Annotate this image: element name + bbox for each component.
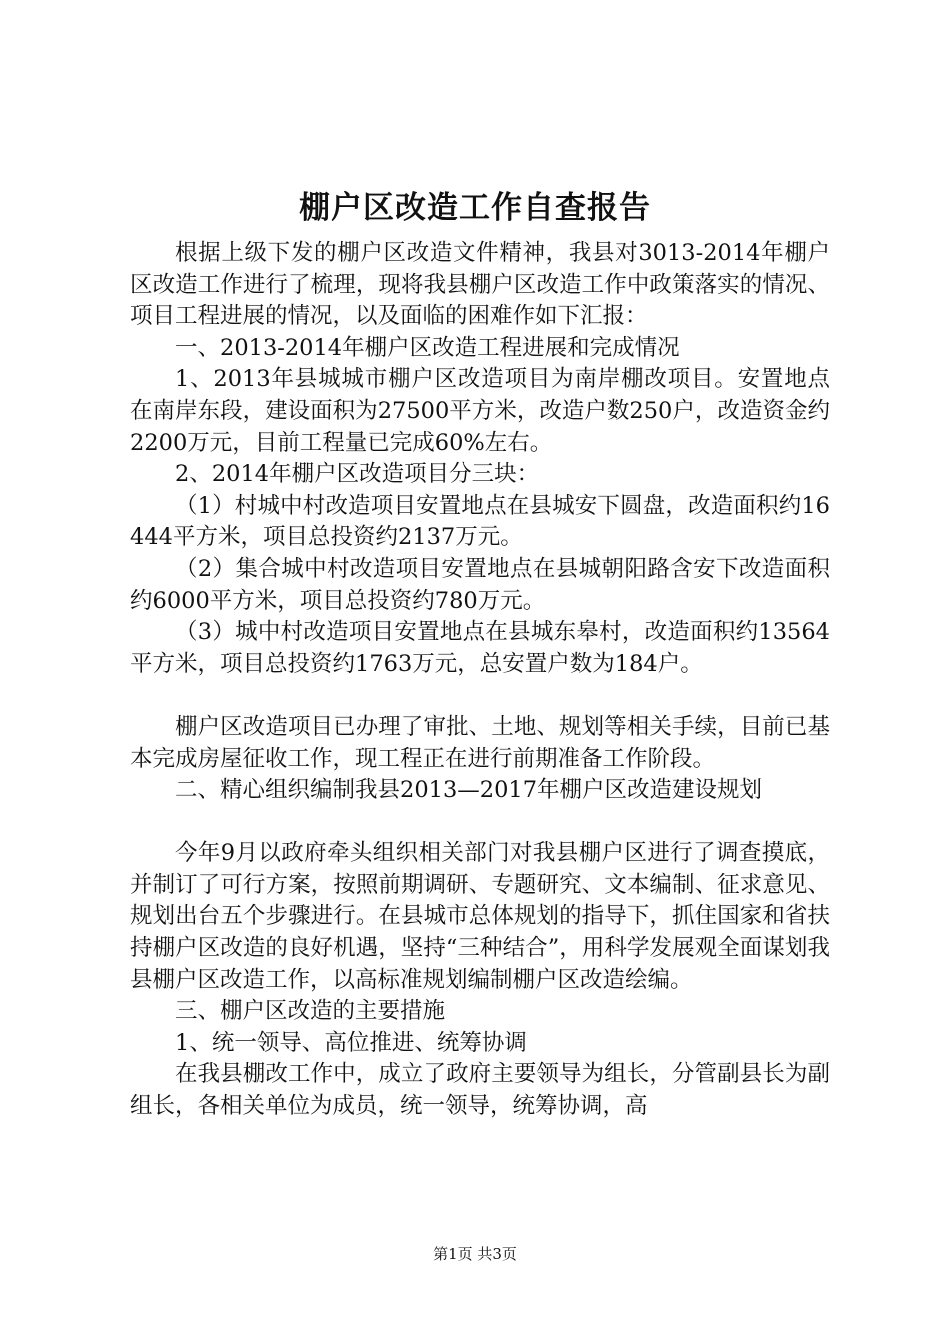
paragraph-subitem-2: （2）集合城中村改造项目安置地点在县城朝阳路含安下改造面积约6000平方米，项目总投资约780万元。 xyxy=(130,555,830,614)
page-footer: 第1页 共3页 xyxy=(433,1245,517,1263)
blank-line xyxy=(130,680,830,712)
paragraph-subitem-3: （3）城中村改造项目安置地点在县城东皋村，改造面积约13564平方米，项目总投资约1763万元，总安置户数为184户。 xyxy=(130,619,830,677)
paragraph-measure-1-text: 在我县棚改工作中，成立了政府主要领导为组长，分管副县长为副组长，各相关单位为成员，统一领导，统筹协调，高 xyxy=(130,1061,830,1120)
paragraph-measure-1-heading: 1、统一领导、高位推进、统筹协调 xyxy=(175,1029,527,1056)
paragraph-intro: 根据上级下发的棚户区改造文件精神，我县对3013-2014年棚户区改造工作进行了梳理，现将我县棚户区改造工作中政策落实的情况、项目工程进展的情况，以及面临的困难作如下汇报： xyxy=(130,240,830,330)
section-heading-1: 一、2013-2014年棚户区改造工程进展和完成情况 xyxy=(175,334,680,361)
document-title: 棚户区改造工作自查报告 xyxy=(299,190,651,226)
blank-line xyxy=(130,807,830,839)
paragraph-item-2: 2、2014年棚户区改造项目分三块： xyxy=(175,461,540,488)
paragraph-planning: 今年9月以政府牵头组织相关部门对我县棚户区进行了调查摸底，并制订了可行方案，按照前期调研、专题研究、文本编制、征求意见、规划出台五个步骤进行。在县城市总体规划的指导下，抓住国家和省扶持棚户区改造的良好机遇，坚持“三种结合”，用科学发展观全面谋划我县棚户区改造工作，以高标准规划编制棚户区改造绘编。 xyxy=(130,840,830,993)
section-heading-3: 三、棚户区改造的主要措施 xyxy=(175,998,446,1025)
paragraph-subitem-1: （1）村城中村改造项目安置地点在县城安下圆盘，改造面积约16444平方米，项目总投资约2137万元。 xyxy=(130,492,830,551)
paragraph-item-1: 1、2013年县城城市棚户区改造项目为南岸棚改项目。安置地点在南岸东段，建设面积为27500平方米，改造户数250户，改造资金约2200万元，目前工程量已完成60%左右。 xyxy=(130,366,830,456)
paragraph-procedures: 棚户区改造项目已办理了审批、土地、规划等相关手续，目前已基本完成房屋征收工作，现工程正在进行前期准备工作阶段。 xyxy=(130,713,830,772)
document-body xyxy=(130,238,830,1123)
section-heading-2: 二、精心组织编制我县2013—2017年棚户区改造建设规划 xyxy=(175,777,763,804)
